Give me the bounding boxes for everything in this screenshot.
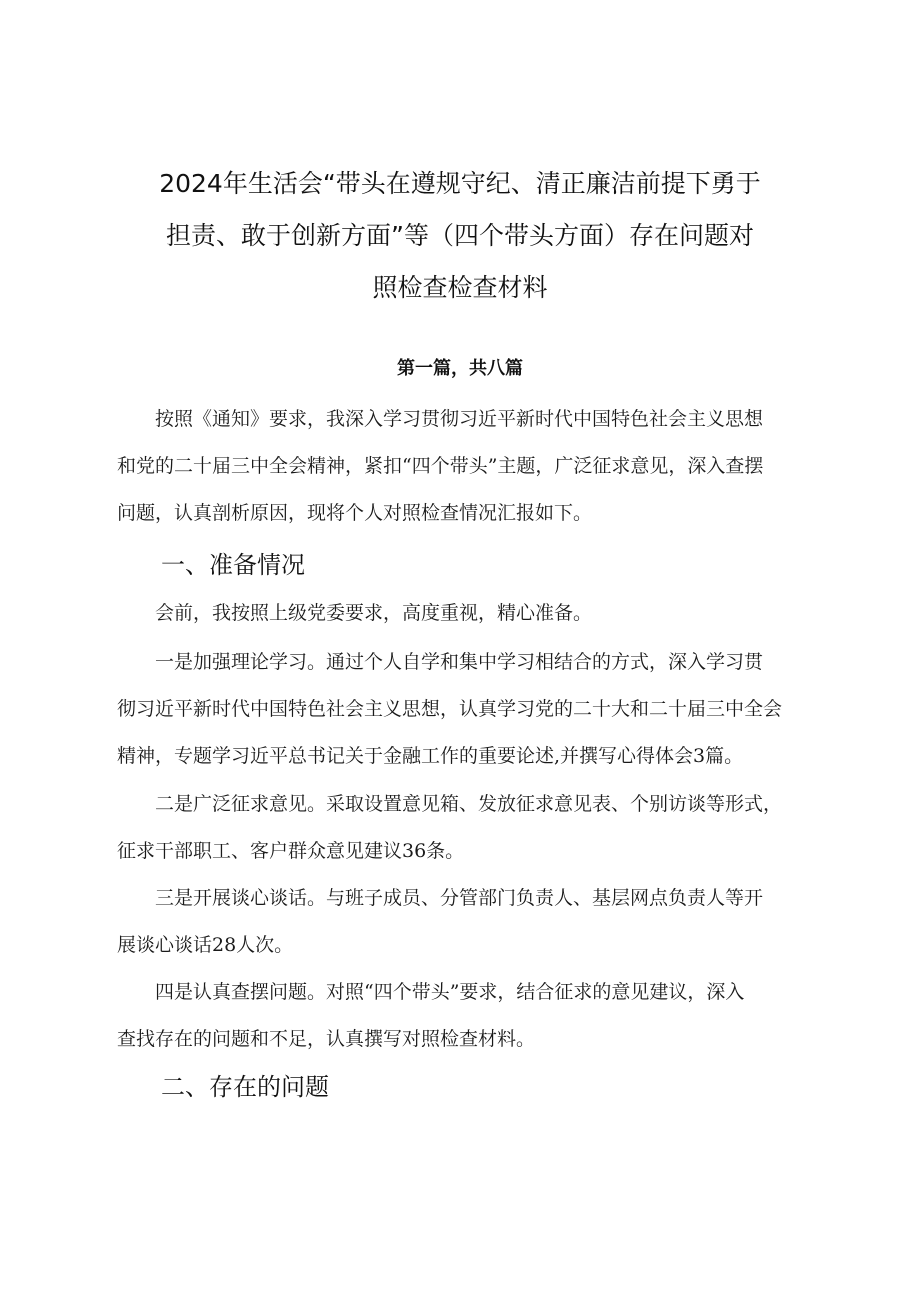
- paragraph-line: 一是加强理论学习。通过个人自学和集中学习相结合的方式，深入学习贯: [117, 651, 764, 673]
- title-line: 担责、敢于创新方面”等（四个带头方面）存在问题对: [166, 221, 754, 250]
- title-line: 2024年生活会“带头在遵规守纪、清正廉洁前提下勇于: [159, 169, 761, 198]
- theory-study-paragraph: [117, 639, 817, 780]
- preparation-intro-paragraph: [117, 590, 817, 637]
- paragraph-line: 和党的二十届三中全会精神，紧扣“四个带头”主题，广泛征求意见，深入查摆: [117, 455, 764, 477]
- find-problems-paragraph: [117, 969, 817, 1063]
- paragraph-line: 会前，我按照上级党委要求，高度重视，精心准备。: [117, 602, 593, 624]
- paragraph-line: 问题，认真剖析原因，现将个人对照检查情况汇报如下。: [117, 502, 593, 524]
- section-heading-problems: 二、存在的问题: [161, 1073, 329, 1101]
- title-line: 照检查检查材料: [372, 273, 548, 302]
- intro-paragraph: [117, 396, 817, 537]
- paragraph-line: 查找存在的问题和不足，认真撰写对照检查材料。: [117, 1028, 536, 1050]
- document-title: [0, 158, 920, 314]
- solicit-opinions-paragraph: [117, 781, 817, 875]
- paragraph-line: 按照《通知》要求，我深入学习贯彻习近平新时代中国特色社会主义思想: [117, 408, 764, 430]
- heart-talks-paragraph: [117, 875, 817, 969]
- paragraph-line: 二是广泛征求意见。采取设置意见箱、发放征求意见表、个别访谈等形式，: [117, 793, 783, 815]
- paragraph-line: 四是认真查摆问题。对照“四个带头”要求，结合征求的意见建议，深入: [117, 981, 745, 1003]
- paragraph-line: 征求干部职工、客户群众意见建议36条。: [117, 840, 465, 862]
- section-heading-preparation: 一、准备情况: [161, 551, 305, 579]
- paragraph-line: 精神，专题学习近平总书记关于金融工作的重要论述,并撰写心得体会3篇。: [117, 745, 744, 767]
- paragraph-line: 展谈心谈话28人次。: [117, 934, 294, 956]
- paragraph-line: 三是开展谈心谈话。与班子成员、分管部门负责人、基层网点负责人等开: [117, 887, 764, 909]
- paragraph-line: 彻习近平新时代中国特色社会主义思想，认真学习党的二十大和二十届三中全会: [117, 698, 783, 720]
- document-subtitle: 第一篇，共八篇: [397, 358, 523, 379]
